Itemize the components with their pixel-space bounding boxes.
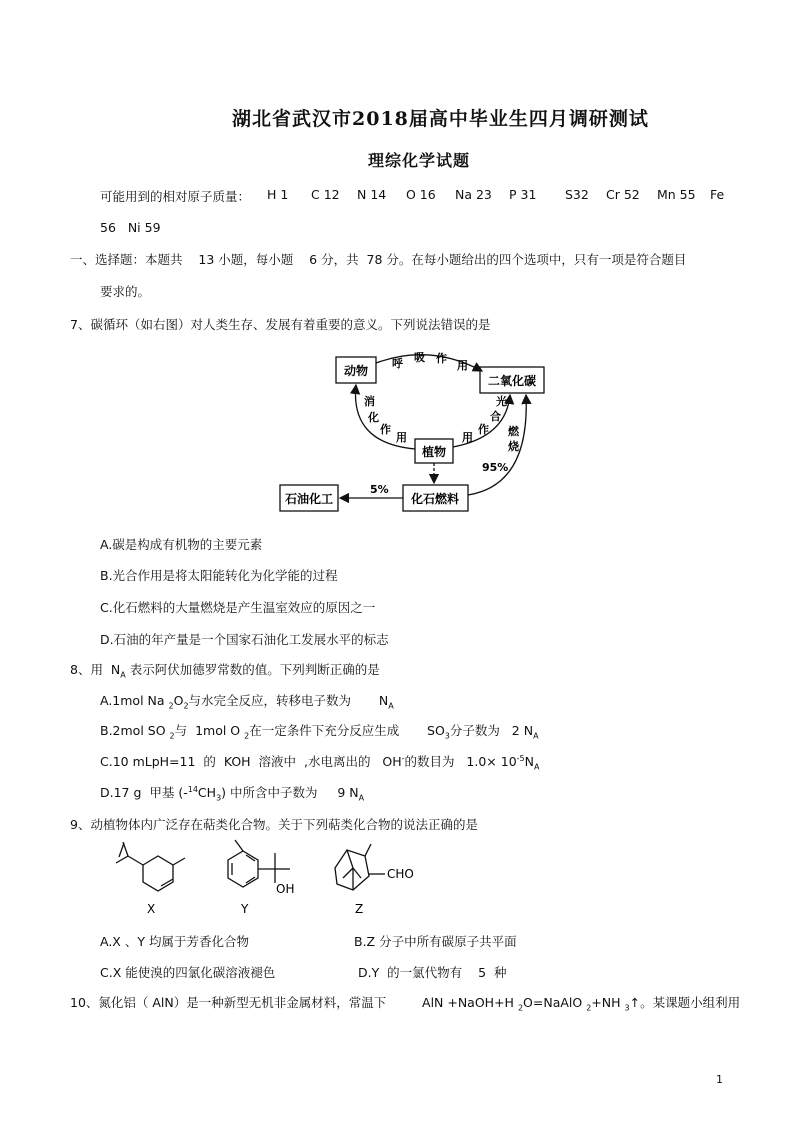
q9-option-d: D.Y 的一氯代物有 5 种 [358,965,507,980]
arc-label: 作 [436,352,447,365]
arc-label: 烧 [508,440,519,453]
label-co2: 二氧化碳 [487,374,537,388]
label-petro: 石油化工 [284,492,334,506]
arc-label: 呼 [392,357,403,370]
label-plant: 植物 [421,445,447,459]
structure-z [335,850,369,890]
q7-option-b: B.光合作用是将太阳能转化为化学能的过程 [100,568,338,583]
arc-label: 燃 [508,425,519,438]
page-subtitle: 理综化学试题 [368,151,471,170]
q7-option-c: C.化石燃料的大量燃烧是产生温室效应的原因之一 [100,600,376,615]
section-heading: 一、选择题：本题共 13 小题，每小题 6 分，共 78 分。在每小题给出的四个选项中，只有一项是符合题目 [70,252,687,267]
q9-option-a: A.X 、Y 均属于芳香化合物 [100,934,249,949]
atomic-mass-item: Fe [710,187,725,202]
arc-label: 用 [396,431,407,444]
arc-label: 用 [457,359,468,372]
label-animal: 动物 [343,364,369,378]
q7-option-a: A.碳是构成有机物的主要元素 [100,537,263,552]
arc-label: 消 [364,395,375,408]
label-y: Y [241,902,249,916]
label-oh: OH [276,882,295,896]
atomic-masses-line2: 56 Ni 59 [100,220,161,235]
q9-option-b: B.Z 分子中所有碳原子共平面 [354,934,517,949]
q9-stem: 9、动植物体内广泛存在萜类化合物。关于下列萜类化合物的说法正确的是 [70,817,478,832]
atomic-mass-item: S32 [565,187,589,202]
q7-stem: 7、碳循环（如右图）对人类生存、发展有着重要的意义。下列说法错误的是 [70,317,491,332]
q8-option-c: C.10 mLpH=11 的 KOH 溶液中 ,水电离出的 OH-的数目为 $1.0\times 10^{-5}N_A$ [100,753,540,772]
percent-95: 95% [482,461,509,474]
atomic-mass-item: Mn 55 [657,187,696,202]
percent-5: 5% [370,483,389,496]
terpene-structures [95,838,435,920]
q9-option-c: C.X 能使溴的四氯化碳溶液褪色 [100,965,276,980]
label-cho: CHO [387,867,414,881]
arc-label: 作 [380,423,391,436]
atomic-mass-item: Na 23 [455,187,492,202]
label-fossil: 化石燃料 [410,492,460,506]
atomic-mass-item: N 14 [357,187,387,202]
atomic-mass-item: C 12 [311,187,340,202]
structure-x [143,856,173,891]
page-title: 湖北省武汉市2018届高中毕业生四月调研测试 [232,108,649,130]
arc-label: 化 [368,411,379,424]
atomic-masses-label: 可能用到的相对原子质量： [100,189,251,204]
label-z: Z [355,902,364,916]
page-number: 1 [716,1073,723,1086]
carbon-cycle-diagram [270,345,570,520]
arc-label: 用 [462,431,473,444]
q8-option-d: D.17 g 甲基 $(-^{14}CH_3)$ 中所含中子数为 9 $N_A$ [100,784,365,803]
q8-stem: 8、用 $N_A$ 表示阿伏加德罗常数的值。下列判断正确的是 [70,662,380,680]
q8-option-b: B.2mol SO $_2$与 1mol O $_2$在一定条件下充分反应生成 $SO_3$分子数为 2 $N_A$ [100,723,539,741]
q10-stem: 10、氮化铝（ AlN）是一种新型无机非金属材料，常温下 AlN +NaOH+H $_2$O=NaAlO $_2$+NH $_3$↑。某课题小组利用 [70,995,741,1013]
arc-label: 合 [490,410,501,423]
atomic-mass-item: P 31 [509,187,537,202]
atomic-mass-item: H 1 [267,187,289,202]
atomic-mass-item: Cr 52 [606,187,640,202]
q7-option-d: D.石油的年产量是一个国家石油化工发展水平的标志 [100,632,389,647]
q8-option-a: A.1mol Na $_2O_2$与水完全反应，转移电子数为 $N_A$ [100,693,394,711]
arc-label: 作 [478,423,489,436]
atomic-mass-item: O 16 [406,187,436,202]
section-heading-cont: 要求的。 [100,284,151,299]
arc-label: 吸 [414,351,425,364]
label-x: X [147,902,156,916]
arc-label: 光 [496,395,507,408]
